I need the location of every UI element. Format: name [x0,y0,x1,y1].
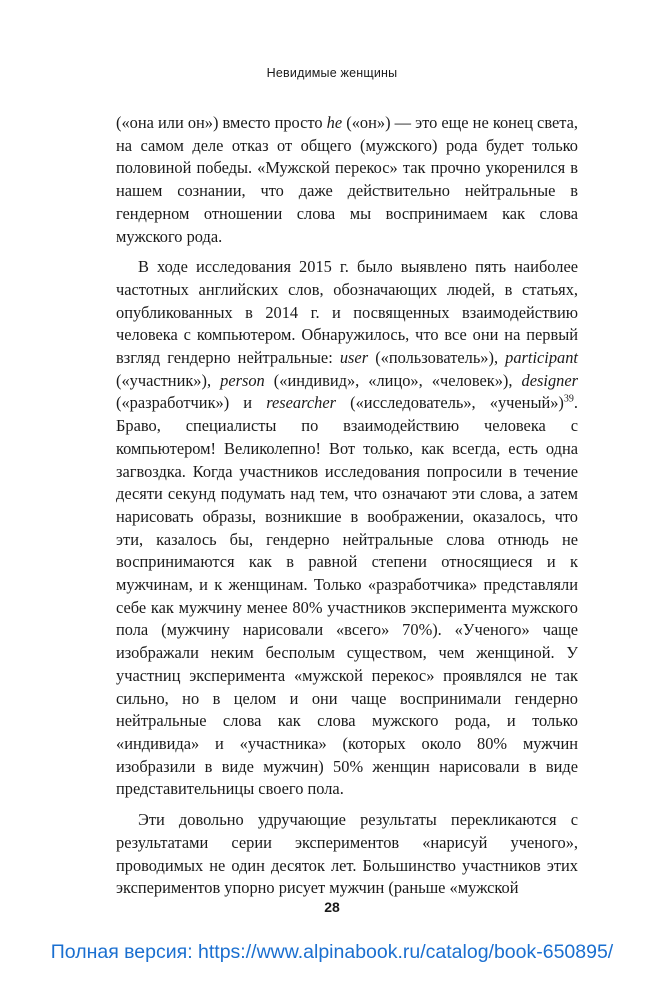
paragraph-2 [116,256,578,801]
term-researcher: researcher [266,393,337,413]
p2-part-e: («разработчик») и [116,393,267,413]
full-version-link[interactable]: Полная версия: https://www.alpinabook.ru/catalog/book-650895/ [50,941,614,963]
paragraph-1 [116,112,578,248]
term-person: person [220,370,265,390]
term-he: he [326,113,343,132]
p2-part-a: В ходе исследования 2015 г. было выявлено пять наиболее частотных английских слов, обозначающих людей, в статьях, опубликованных в 2014 г. и посвященных взаимодействию человека с компьютером. Обнаружилось, что все они на первый взгляд гендерно нейтральные: [116,257,578,368]
p2-part-d: («индивид», «лицо», «человек»), [264,370,522,390]
p1-start: («она или он») вместо просто [116,113,327,132]
page-number: 28 [324,899,340,915]
p2-part-f: («исследователь», «ученый») [336,393,564,413]
main-text [116,112,578,900]
footnote-marker[interactable]: 39 [563,393,574,405]
term-designer: designer [521,370,578,390]
p1-rest: («он») — это еще не конец света, на самом деле отказ от общего (мужского) рода будет только половиной победы. «Мужской перекос» так прочно укоренился в нашем сознании, что даже действительно нейтральные в гендерном отношении слова мы воспринимаем как слова мужского рода. [116,113,578,246]
p2-part-b: («пользователь»), [368,348,506,368]
p2-part-c: («участник»), [116,370,221,390]
term-user: user [339,348,369,368]
paragraph-3 [116,809,578,900]
p2-part-g: . Браво, специалисты по взаимодействию человека с компьютером! Великолепно! Вот только, как всегда, есть одна загвоздка. Когда участников исследования попросили в течение десяти секунд подумать над тем, что означают эти слова, а затем нарисовать образы, возникшие в воображении, оказалось, что эти, казалось бы, гендерно нейтральные слова отнюдь не воспринимаются как в равной степени относящиеся и к мужчинам, и к женщинам. Только «разработчика» представляли себе как мужчину менее 80% участников эксперимента мужского пола (мужчину нарисовали «всего» 70%). «Ученого» чаще изображали неким бесполым существом, чем женщиной. У участниц эксперимента «мужской перекос» проявлялся не так сильно, но в целом и они чаще воспринимали гендерно нейтральные слова как слова мужского рода, и только «индивида» и «участника» (которых около 80% мужчин изобразили в виде мужчин) 50% женщин нарисовали в виде представительницы своего пола. [116,393,578,799]
running-title: Невидимые женщины [266,66,398,80]
p3-text: Эти довольно удручающие результаты перекликаются с результатами серии экспериментов «нарисуй ученого», проводимых не один десяток лет. Большинство участников этих экспериментов упорно рисует мужчин (раньше «мужской [116,810,578,898]
term-participant: participant [505,348,578,368]
